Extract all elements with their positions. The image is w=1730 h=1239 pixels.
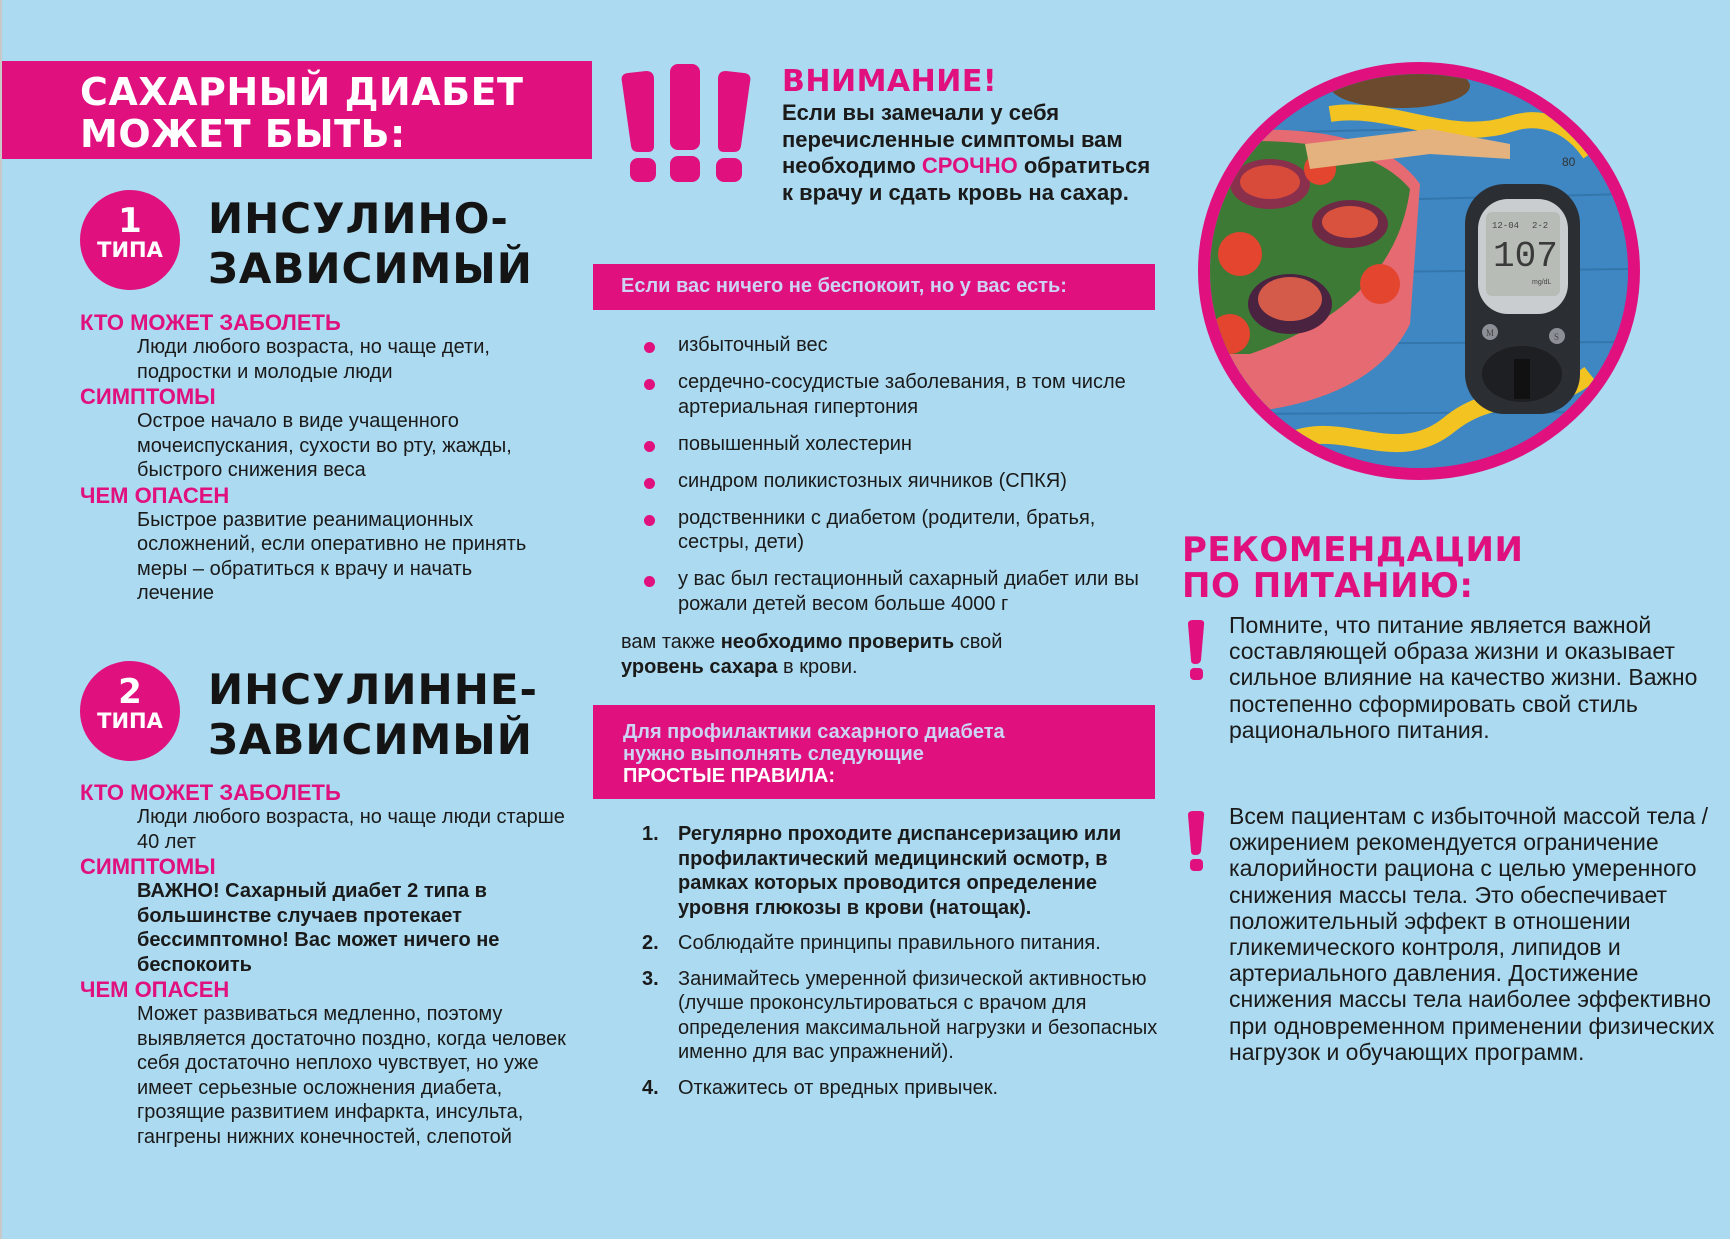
- exclamation-icon: [1186, 620, 1206, 682]
- main-title-banner: [2, 61, 592, 159]
- attention-text-after: обратиться к врачу и сдать кровь на сахар.: [782, 153, 1151, 205]
- meter-reading: 107: [1493, 236, 1558, 277]
- type1-symptoms-label: СИМПТОМЫ: [80, 384, 216, 409]
- attention-heading: ВНИМАНИЕ!: [782, 64, 998, 99]
- rule-number: 3.: [642, 967, 659, 990]
- type1-who-text: Люди любого возраста, но чаще дети, подростки и молодые люди: [137, 336, 490, 383]
- rule-text: Регулярно проходите диспансеризацию или профилактический медицинский осмотр, в рамках которых проводится определение уровня глюкозы в крови (натощак).: [678, 823, 1122, 919]
- type2-title: [208, 665, 538, 765]
- type2-details: [80, 780, 580, 1149]
- type1-title: [208, 194, 533, 294]
- note-text: в крови.: [783, 655, 858, 678]
- type1-danger-text: Быстрое развитие реанимационных осложнений, если оперативно не принять меры – обратиться к врачу и начать лечение: [137, 508, 527, 604]
- type2-who-label: КТО МОЖЕТ ЗАБОЛЕТЬ: [80, 780, 341, 805]
- rule-item: [642, 967, 1162, 1065]
- food-glucometer-photo: [1198, 62, 1640, 480]
- type2-symptoms-label: СИМПТОМЫ: [80, 854, 216, 879]
- risk-item: родственники с диабетом (родители, братья, сестры, дети): [642, 506, 1142, 555]
- meter-button-m: M: [1486, 328, 1495, 338]
- rule-item: [642, 822, 1162, 920]
- nutrition-item: [1182, 612, 1722, 743]
- nutrition-title: [1182, 532, 1722, 604]
- type2-danger-text: Может развиваться медленно, поэтому выявляется достаточно поздно, когда человек себя достаточно неплохо чувствует, но уже имеет серьезные осложнения диабета, грозящие развитием инфаркта, инсульта, гангрены нижних конечностей, слепотой: [137, 1003, 566, 1148]
- rule-text: Соблюдайте принципы правильного питания.: [678, 932, 1101, 954]
- risk-item: у вас был гестационный сахарный диабет или вы рожали детей весом больше 4000 г: [642, 567, 1142, 616]
- type2-title-line1: ИНСУЛИННЕ-: [208, 665, 538, 714]
- type2-badge-label: ТИПА: [97, 709, 163, 733]
- attention-text-before: Если вы замечали у себя перечисленные симптомы вам необходимо: [782, 100, 1123, 178]
- risk-item: избыточный вес: [642, 333, 1142, 358]
- prevention-header-line1: Для профилактики сахарного диабета: [623, 721, 1005, 743]
- type2-badge-number: 2: [118, 672, 142, 712]
- type1-title-line2: ЗАВИСИМЫЙ: [208, 244, 533, 293]
- prevention-header-line2: нужно выполнять следующие: [623, 743, 924, 765]
- type2-badge: [80, 661, 180, 761]
- note-text: вам также: [621, 631, 716, 653]
- meter-button-s: S: [1554, 332, 1560, 342]
- meter-unit: mg/dL: [1532, 279, 1552, 286]
- type1-header: [80, 190, 580, 300]
- type1-danger-label: ЧЕМ ОПАСЕН: [80, 482, 230, 508]
- type2-title-line2: ЗАВИСИМЫЙ: [208, 715, 533, 764]
- type2-header: [80, 661, 580, 771]
- risk-factor-list: [642, 333, 1142, 629]
- prevention-header: [593, 705, 1155, 799]
- check-sugar-note: [621, 630, 1141, 679]
- prevention-rules-list: [642, 822, 1162, 1111]
- triple-exclamation-icon: [620, 64, 752, 184]
- type2-who-text: Люди любого возраста, но чаще люди старше 40 лет: [137, 806, 565, 853]
- attention-urgent-word: СРОЧНО: [921, 153, 1018, 178]
- rule-number: 1.: [642, 823, 659, 845]
- type2-symptoms-text: ВАЖНО! Сахарный диабет 2 типа в большинстве случаев протекает бессимптомно! Вас может ничего не беспокоить: [137, 880, 500, 976]
- rule-item: [642, 931, 1162, 956]
- risk-item: сердечно-сосудистые заболевания, в том числе артериальная гипертония: [642, 370, 1142, 419]
- rule-number: 4.: [642, 1076, 659, 1099]
- rule-item: [642, 1076, 1162, 1101]
- prevention-header-line3: ПРОСТЫЕ ПРАВИЛА:: [623, 765, 836, 787]
- nutrition-item: [1182, 803, 1722, 1065]
- rule-number: 2.: [642, 932, 659, 954]
- nutrition-title-line2: ПО ПИТАНИЮ:: [1182, 566, 1474, 606]
- note-text: свой: [959, 631, 1003, 653]
- type1-who-label: КТО МОЖЕТ ЗАБОЛЕТЬ: [80, 310, 341, 335]
- risk-item: синдром поликистозных яичников (СПКЯ): [642, 469, 1142, 494]
- risk-item: повышенный холестерин: [642, 432, 1142, 457]
- meter-date: 12-04: [1492, 221, 1520, 231]
- main-title-line1: САХАРНЫЙ ДИАБЕТ: [80, 70, 524, 114]
- note-bold: необходимо проверить: [720, 631, 955, 653]
- exclamation-icon: [1186, 811, 1206, 873]
- tape-label: 80: [1562, 155, 1576, 169]
- type1-symptoms-text: Острое начало в виде учащенного мочеиспускания, сухости во рту, жажды, быстрого снижения веса: [137, 410, 512, 481]
- attention-text: [782, 100, 1162, 206]
- nutrition-item-text: Помните, что питание является важной составляющей образа жизни и оказывает сильное влияние на качество жизни. Важно постепенно сформировать свой стиль рационального питания.: [1229, 612, 1698, 743]
- type1-title-line1: ИНСУЛИНО-: [208, 194, 509, 243]
- rule-text: Занимайтесь умеренной физической активностью (лучше проконсультироваться с врачом для определения максимальной нагрузки и безопасных именно для вас упражнений).: [678, 967, 1158, 1063]
- main-title-line2: МОЖЕТ БЫТЬ:: [80, 112, 406, 156]
- note-bold: уровень сахара: [621, 655, 778, 678]
- attention-block: [782, 64, 1162, 206]
- type1-badge-number: 1: [118, 201, 142, 241]
- risk-section-header: [593, 264, 1155, 310]
- type1-badge: [80, 190, 180, 290]
- meter-time: 2-2: [1532, 221, 1549, 231]
- type1-badge-label: ТИПА: [97, 238, 163, 262]
- photo-illustration: [1210, 74, 1628, 468]
- nutrition-title-line1: РЕКОМЕНДАЦИИ: [1182, 530, 1524, 570]
- risk-section-header-text: Если вас ничего не беспокоит, но у вас есть:: [621, 275, 1067, 297]
- rule-text: Откажитесь от вредных привычек.: [678, 1076, 999, 1099]
- type1-details: [80, 310, 580, 606]
- type2-danger-label: ЧЕМ ОПАСЕН: [80, 977, 230, 1002]
- nutrition-item-text: Всем пациентам с избыточной массой тела / ожирением рекомендуется ограничение калорийности рациона с целью умеренного снижения массы тела. Это обеспечивает положительный эффект в отношении гликемического контроля, липидов и артериального давления. Достижение снижения массы тела наиболее эффективно при одновременном применении физических нагрузок и обучающих программ.: [1229, 803, 1715, 1065]
